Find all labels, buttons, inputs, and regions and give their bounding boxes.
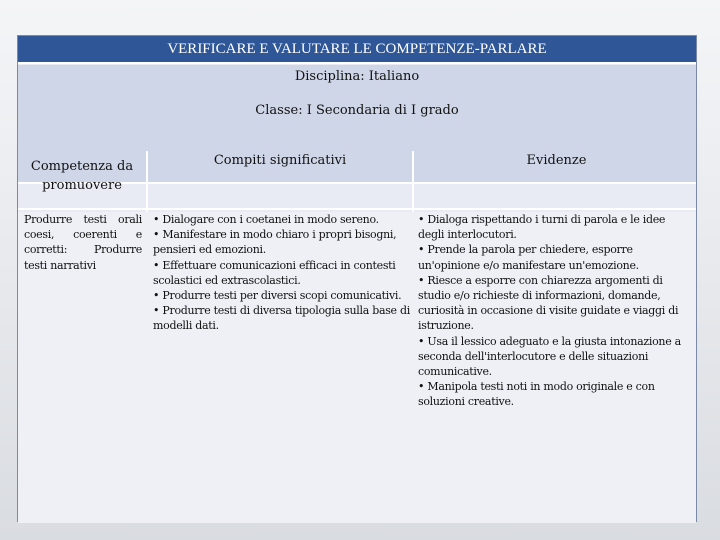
- list-item: • Produrre testi di diversa tipologia sulla base di modelli dati.: [153, 304, 410, 333]
- class-label: Classe: I Secondaria di I grado: [255, 103, 459, 118]
- evidenze-cell: [418, 212, 692, 410]
- list-item: • Manipola testi noti in modo originale e con soluzioni creative.: [418, 380, 655, 409]
- competenza-cell: [24, 212, 142, 273]
- table-title: VERIFICARE E VALUTARE LE COMPETENZE-PARLARE: [18, 36, 696, 64]
- list-item: • Manifestare in modo chiaro i propri bisogni, pensieri ed emozioni.: [153, 228, 397, 257]
- header-compiti: Compiti significativi: [213, 153, 347, 168]
- list-item: • Produrre testi per diversi scopi comunicativi.: [153, 289, 402, 303]
- row-divider: [18, 208, 696, 210]
- list-item: • Dialogare con i coetanei in modo sereno.: [153, 213, 379, 226]
- list-item: • Dialoga rispettando i turni di parola e le idee degli interlocutori.: [418, 213, 666, 242]
- competence-table: [17, 35, 697, 522]
- table-row: [18, 212, 696, 523]
- header-evidenze: Evidenze: [526, 153, 587, 168]
- list-item: • Riesce a esporre con chiarezza argomenti di studio e/o richieste di informazioni, domande, curiosità in occasione di visite guidate e viaggi di istruzione.: [418, 273, 679, 333]
- competenza-text: Produrre testi orali coesi, coerenti e corretti: Produrre testi narrativi: [24, 213, 142, 272]
- discipline-label: Disciplina: Italiano: [294, 69, 420, 84]
- compiti-cell: [153, 212, 411, 334]
- list-item: • Effettuare comunicazioni efficaci in contesti scolastici ed extrascolastici.: [153, 258, 396, 287]
- list-item: • Prende la parola per chiedere, esporre un'opinione e/o manifestare un'emozione.: [418, 243, 639, 272]
- header-competenza: Competenza da promuovere: [30, 159, 134, 193]
- list-item: • Usa il lessico adeguato e la giusta intonazione a seconda dell'interlocutore e delle situazioni comunicative.: [418, 334, 681, 379]
- header-row: [18, 151, 696, 203]
